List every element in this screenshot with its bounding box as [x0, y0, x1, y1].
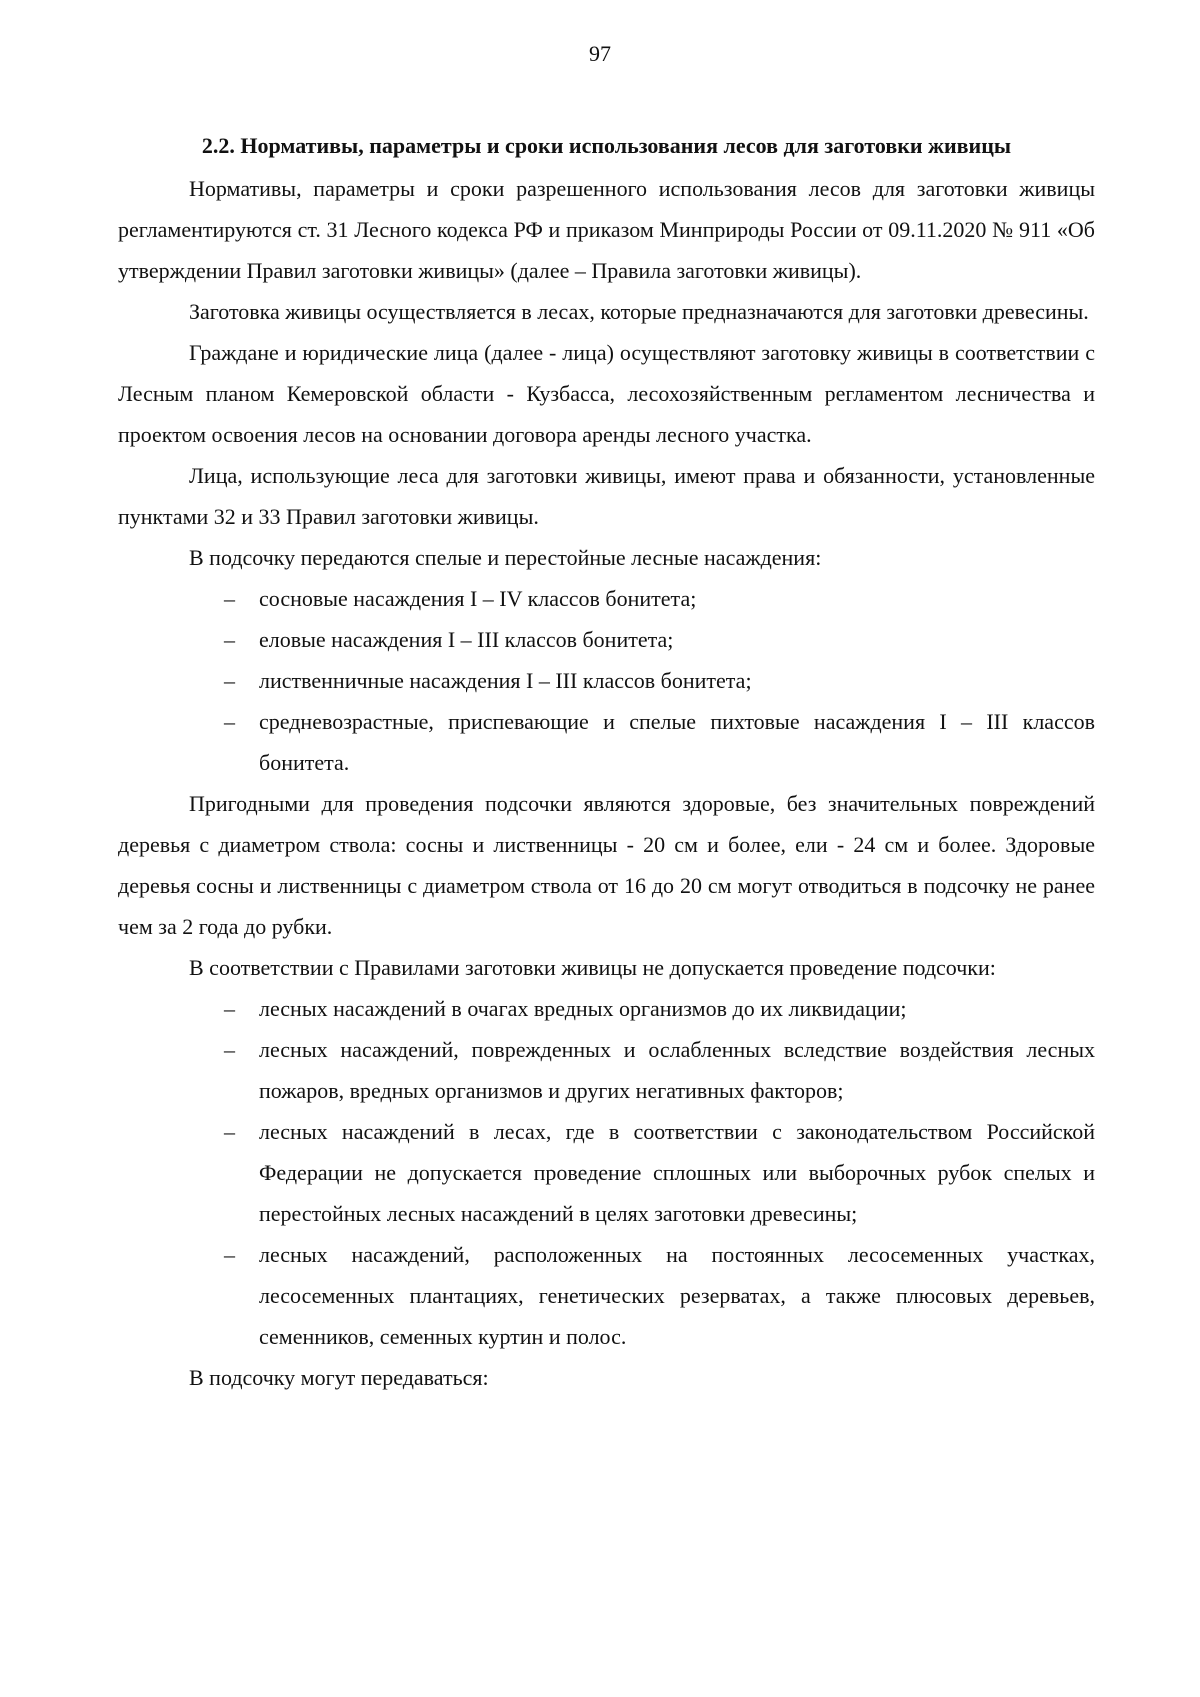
list-item-text: лесных насаждений в лесах, где в соответствии с законодательством Российской Федерации не допускается проведение сплошных или выборочных рубок спелых и перестойных лесных насаждений в целях заготовки древесины; [259, 1119, 1095, 1226]
list-item-text: лиственничные насаждения I – III классов бонитета; [259, 668, 752, 693]
list-item [118, 1234, 1095, 1357]
list-item [118, 1111, 1095, 1234]
dash-bullet: – [224, 627, 235, 652]
list-item-text: лесных насаждений в очагах вредных организмов до их ликвидации; [259, 996, 907, 1021]
stands-list [118, 578, 1095, 783]
prohibited-list [118, 988, 1095, 1357]
list-item [118, 701, 1095, 783]
list-item [118, 1029, 1095, 1111]
section-title: 2.2. Нормативы, параметры и сроки использования лесов для заготовки живицы [201, 133, 1012, 158]
list-item [118, 660, 1095, 701]
dash-bullet: – [224, 586, 235, 611]
list-item-text: сосновые насаждения I – IV классов бонитета; [259, 586, 697, 611]
paragraph: В соответствии с Правилами заготовки живицы не допускается проведение подсочки: [189, 955, 996, 980]
paragraph: Заготовка живицы осуществляется в лесах, которые предназначаются для заготовки древесины. [189, 299, 1089, 324]
dash-bullet: – [224, 668, 235, 693]
list-item-text: лесных насаждений, расположенных на постоянных лесосеменных участках, лесосеменных плантациях, генетических резерватах, а также плюсовых деревьев, семенников, семенных куртин и полос. [259, 1242, 1095, 1349]
paragraph: Лица, использующие леса для заготовки живицы, имеют права и обязанности, установленные пунктами 32 и 33 Правил заготовки живицы. [118, 463, 1095, 529]
list-item-text: еловые насаждения I – III классов бонитета; [259, 627, 674, 652]
page-number: 97 [589, 41, 611, 66]
paragraph: Граждане и юридические лица (далее - лица) осуществляют заготовку живицы в соответствии с Лесным планом Кемеровской области - Кузбасса, лесохозяйственным регламентом лесничества и проектом освоения лесов на основании договора аренды лесного участка. [118, 340, 1095, 447]
paragraph: В подсочку могут передаваться: [189, 1365, 489, 1390]
list-item [118, 619, 1095, 660]
paragraph: В подсочку передаются спелые и перестойные лесные насаждения: [189, 545, 822, 570]
dash-bullet: – [224, 709, 235, 734]
list-item [118, 988, 1095, 1029]
list-item-text: лесных насаждений, поврежденных и ослабленных вследствие воздействия лесных пожаров, вредных организмов и других негативных факторов; [259, 1037, 1095, 1103]
list-item-text: средневозрастные, приспевающие и спелые пихтовые насаждения I – III классов бонитета. [259, 709, 1095, 775]
list-item [118, 578, 1095, 619]
dash-bullet: – [224, 1242, 235, 1267]
paragraph: Пригодными для проведения подсочки являются здоровые, без значительных повреждений деревья с диаметром ствола: сосны и лиственницы - 20 см и более, ели - 24 см и более. Здоровые деревья сосны и лиственницы с диаметром ствола от 16 до 20 см могут отводиться в подсочку не ранее чем за 2 года до рубки. [118, 791, 1095, 939]
dash-bullet: – [224, 1119, 235, 1144]
dash-bullet: – [224, 996, 235, 1021]
paragraph: Нормативы, параметры и сроки разрешенного использования лесов для заготовки живицы регламентируются ст. 31 Лесного кодекса РФ и приказом Минприроды России от 09.11.2020 № 911 «Об утверждении Правил заготовки живицы» (далее – Правила заготовки живицы). [118, 176, 1095, 283]
document-content [118, 125, 1095, 1398]
dash-bullet: – [224, 1037, 235, 1062]
